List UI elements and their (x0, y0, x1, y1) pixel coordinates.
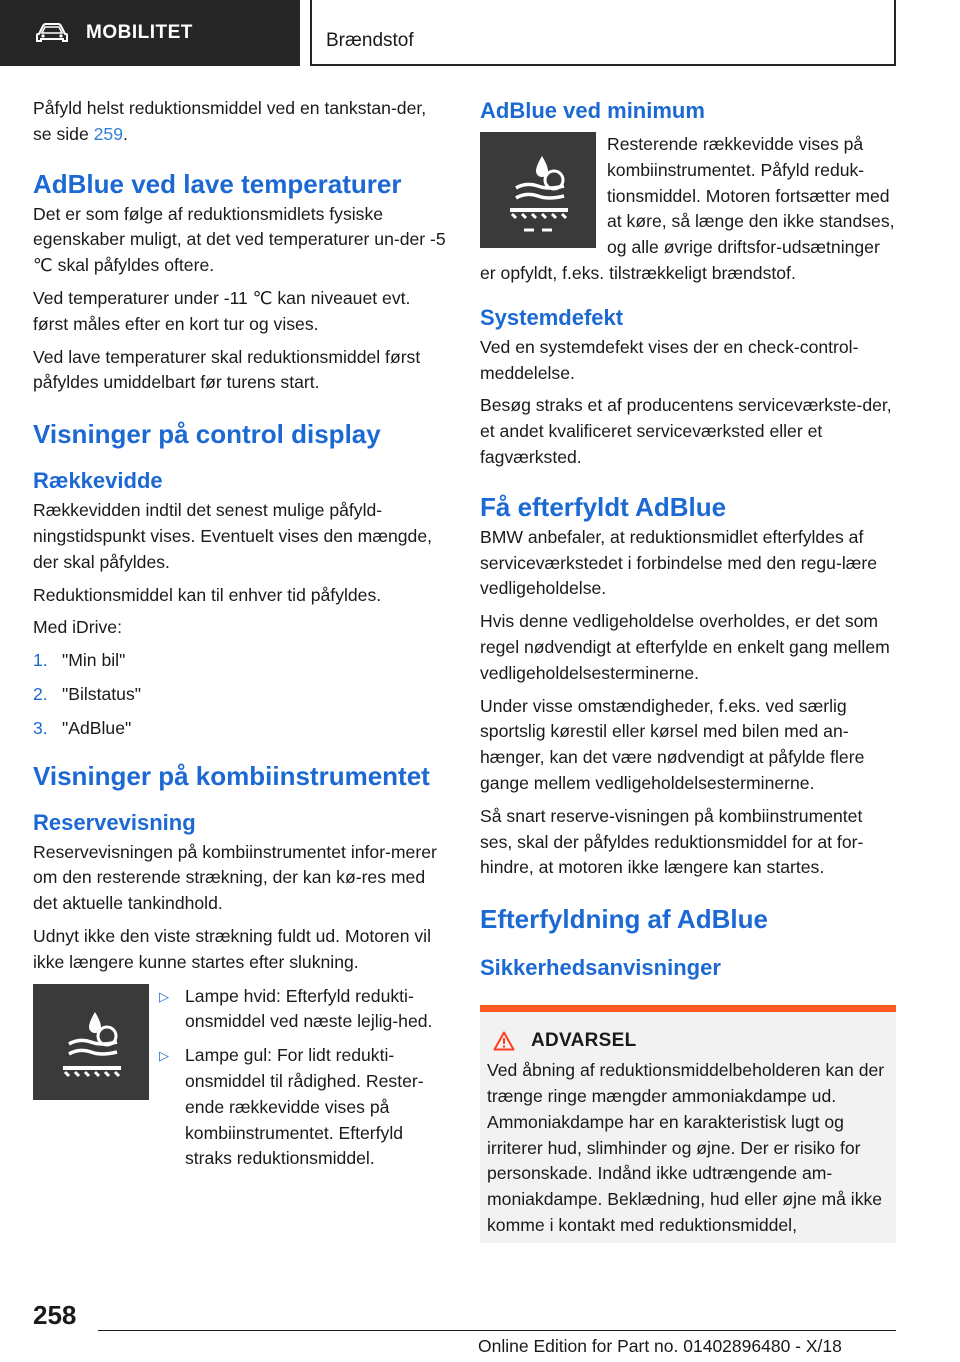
warning-triangle-icon (493, 1031, 515, 1051)
paragraph: BMW anbefaler, at reduktionsmidlet efterfyldes af serviceværkstedet i forbindelse med den regu-lære vedligeholdelse. (480, 526, 878, 599)
adblue-minimum-icon (480, 132, 596, 248)
page-number: 258 (33, 1300, 77, 1330)
edition-text: Online Edition for Part no. 01402896480 - X/18 (478, 1336, 842, 1356)
heading-safety: Sikkerhedsanvisninger (480, 955, 721, 981)
car-icon (36, 22, 68, 44)
paragraph: Rækkevidden indtil det senest mulige påfyld-ningstidspunkt vises. Eventuelt vises den mængde, der skal påfyldes. (33, 500, 433, 572)
heading-system-defect: Systemdefekt (480, 304, 624, 330)
page-link[interactable]: 259 (93, 123, 123, 144)
heading-get-refilled: Få efterfyldt AdBlue (480, 491, 727, 522)
heading-range: Rækkevidde (33, 468, 163, 494)
reserve-lamp-block (33, 984, 448, 1181)
list-item: 2. "Bilstatus" (33, 683, 141, 704)
section-label: MOBILITET (86, 22, 193, 43)
right-column (480, 96, 896, 1243)
paragraph: Hvis denne vedligeholdelse overholdes, er det som regel nødvendigt at efterfylde en enkelt gang mellem vedligeholdelsesterminerne. (480, 611, 890, 683)
paragraph: Så snart reserve-visningen på kombiinstrumentet ses, skal der påfyldes reduktionsmiddel for at for-hindre, at motoren ikke længere kan startes. (480, 805, 864, 878)
paragraph: Udnyt ikke den viste strækning fuldt ud. Motoren vil ikke længere kunne startes efter slukning. (33, 925, 431, 972)
paragraph: Ved temperaturer under -11 ℃ kan niveauet evt. først måles efter en kort tur og vises. (33, 287, 411, 334)
warning-box (480, 1005, 896, 1243)
heading-low-temperatures: AdBlue ved lave temperaturer (33, 168, 402, 199)
warning-header (487, 1030, 888, 1052)
section-tab (0, 0, 300, 66)
intro-paragraph: Påfyld helst reduktionsmiddel ved en tankstan-der, se side 259. (33, 98, 427, 144)
heading-adblue-minimum: AdBlue ved minimum (480, 98, 705, 123)
topic-title: Brændstof (326, 30, 414, 51)
list-item: ▷ Lampe hvid: Efterfyld redukti-onsmiddel ved næste lejlig-hed. (159, 985, 433, 1032)
footer-divider (98, 1330, 896, 1331)
heading-control-display: Visninger på control display (33, 419, 381, 450)
heading-refilling: Efterfyldning af AdBlue (480, 904, 768, 935)
paragraph: Ved en systemdefekt vises der en check-control-meddelelse. (480, 336, 859, 383)
paragraph: Reduktionsmiddel kan til enhver tid påfyldes. (33, 584, 382, 605)
paragraph: Det er som følge af reduktionsmidlets fysiske egenskaber muligt, at det ved temperaturer un-der -5 ℃ skal påfyldes oftere. (33, 203, 446, 276)
idrive-steps (33, 648, 448, 741)
paragraph: Reservevisningen på kombiinstrumentet infor-merer om den resterende strækning, der kan kø-res med det aktuelle tankindhold. (33, 841, 437, 914)
adblue-warning-lamp-icon (33, 984, 149, 1100)
list-item: 3. "AdBlue" (33, 717, 132, 738)
paragraph: Under visse omstændigheder, f.eks. ved særlig sportslig kørestil eller kørsel med bilen med an-hænger, kan det være nødvendigt at påfylde flere gange mellem vedligeholdelsesterminerne. (480, 695, 865, 793)
heading-instrument-cluster: Visninger på kombiinstrumentet (33, 760, 430, 791)
list-item: ▷ Lampe gul: For lidt redukti-onsmiddel til rådighed. Rester-ende rækkevidde vises på kombiinstrumentet. Efterfyld straks reduktionsmiddel. (159, 1045, 424, 1169)
paragraph: Resterende rækkevidde vises på kombiinstrumentet. Påfyld reduk-tionsmiddel. Motoren fortsætter med at køre, så længe den ikke standses, og alle øvrige driftsfor-udsætninger er opfyldt, f.eks. tilstrækkeligt brændstof. (480, 134, 895, 283)
paragraph: Besøg straks et af producentens serviceværkste-der, et andet kvalificeret serviceværksted eller et fagværksted. (480, 395, 892, 467)
paragraph: Med iDrive: (33, 617, 122, 638)
heading-reserve: Reservevisning (33, 809, 196, 835)
list-item: 1. "Min bil" (33, 650, 126, 671)
warning-title: ADVARSEL (531, 1030, 637, 1052)
left-column (33, 96, 448, 1180)
lamp-list (157, 984, 448, 1181)
topic-header (310, 0, 896, 66)
warning-text: Ved åbning af reduktionsmiddelbeholderen kan der trænge ringe mængder ammoniakdampe ud. Ammoniakdampe har en karakteristisk lugt og irriterer hud, slimhinder og øjne. Der er risiko for personskade. Indånd ikke udtrængende am-moniakdampe. Beklædning, hud eller øjne må ikke komme i kontakt med reduktionsmiddel, (487, 1060, 885, 1235)
paragraph: Ved lave temperaturer skal reduktionsmiddel først påfyldes umiddelbart før turens start. (33, 346, 421, 393)
